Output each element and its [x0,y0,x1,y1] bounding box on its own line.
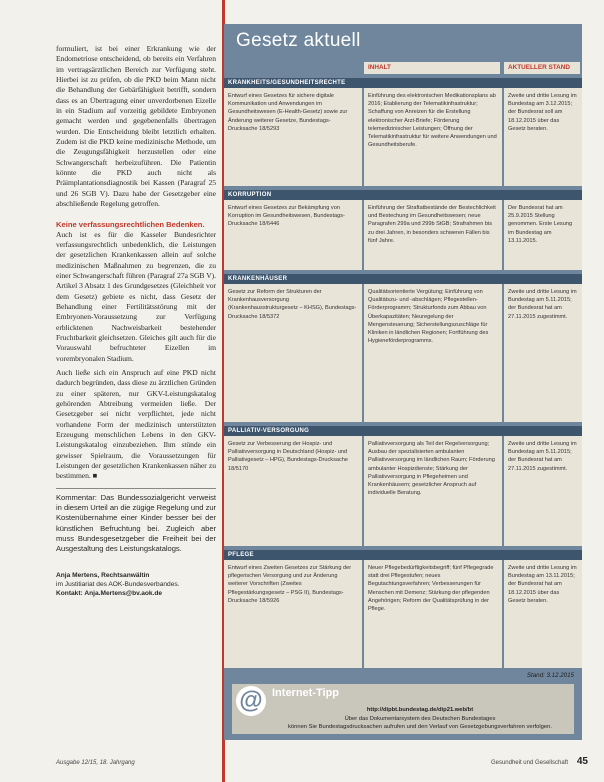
cell-stand: Zweite und dritte Lesung im Bundestag am 5.11.2015; der Bundesrat hat am 27.11.2015 zugestimmt. [508,289,577,320]
law-section [224,426,582,546]
cell-inhalt: Einführung des elektronischen Medikationsplans ab 2016; Etablierung der Telematikinfrastruktur; Schaffung von Anreizen für die Erstellung elektronischer Arzt-Briefe; Förderung telemedizinischer Leistungen; Öffnung der Telematikinfrastruktur für weitere Anwendungen und Gesundheitsberufe. [364,88,504,186]
law-section [224,274,582,422]
article-paragraph: Auch ist es für die Kasseler Bundesrichter verfassungsrechtlich unbedenklich, die Leistungen der gesetzlichen Krankenkassen allein auf solche medizinischen Maßnahmen zu begrenzen, die zu einer Schwangerschaft führen (Paragraf 27a SGB V). Artikel 3 Absatz 1 des Grundgesetzes (Gleichheit vor dem Gesetz) gebiete es nicht, dass Gesetz der Behandlung einer Fertilitätsstörung mit der Embryonen-Voraussetzung zur Verfügung erblicktenen Nachweisbarkeit bestehender Fruchtbarkeit gleichsetzen. Gleiches gilt auch für die Vorauswahl befruchteter Eizellen im vorembryonalen Stadium. [56,229,216,363]
section-body [224,200,582,270]
law-section [224,550,582,668]
cell-law: Gesetz zur Verbesserung der Hospiz- und Palliativversorgung in Deutschland (Hospiz- und Palliativgesetz – HPG), Bundestags-Drucksache 18/5170 [224,436,364,546]
article-paragraph: formuliert, ist bei einer Erkrankung wie der Endometriose entscheidend, ob bereits ein Verfahren im vertragsärztlichen Bereich zur Verfügung steht. Hierbei ist zu prüfen, ob die PKD beim Mann nicht die Behandlung der Gebärfähigkeit betrifft, sondern dass es an Übertragung einer unverdorbenen Eizelle in ein Stadium auf vorzeitig gebildete Embryonen gemacht werden und gegebenenfalls übertragen wurden. Die Entscheidung bleibt letztlich erhalten. Zudem ist die PKD keine medizinische Methode, um die Zeugungsfähigkeit herzustellen oder eine Schwangerschaft herbeizuführen. Die Patientin könnte die PKD auch nicht als Präimplantationsdiagnostik bei Kassen (Paragraf 25 und 26 SGB V). Dazu habe der Gesetzgeber eine abschließende Regelung getroffen. [56,44,216,209]
page-number: 45 [576,756,588,767]
comment: Kommentar: Das Bundessozialgericht verweist in diesem Urteil an die zügige Regelung und zur Kostenübernahme einer Kinder besser bei der künstlichen Befruchtung bei. Zugleich aber muss Bundesgesetzgeber die Freiheit bei der Ausgestaltung des Leistungskatalogs. [56,492,216,554]
law-section [224,78,582,186]
author-name: Anja Mertens, Rechtsanwältin [56,571,150,579]
cell-law: Entwurf eines Zweiten Gesetzes zur Stärkung der pflegerischen Versorgung und zur Änderung weiterer Vorschriften (Zweites Pflegestärkungsgesetz – PSG II), Bundestags-Drucksache 18/5926 [224,560,364,668]
tip-text: können Sie Bundestagsdrucksachen aufrufen und den Verlauf von Gesetzgebungsverfahren verfolgen. [288,724,552,730]
footer-magazine: Gesundheit und Gesellschaft [490,760,568,766]
author-affiliation: im Justitiariat des AOK-Bundesverbandes. [56,581,180,589]
section-label: PFLEGE [224,550,582,560]
cell-stand: Der Bundesrat hat am 25.9.2015 Stellung genommen. Erste Lesung im Bundestag am 13.11.2015. [508,205,573,244]
footer-issue: Ausgabe 12/15, 18. Jahrgang [56,760,135,766]
cell-stand: Zweite und dritte Lesung im Bundestag am 13.11.2015; der Bundesrat hat am 18.12.2015 über das Gesetz beraten. [508,565,577,604]
panel-title: Gesetz aktuell [236,30,361,51]
section-body [224,436,582,546]
internet-tip-box [232,684,574,734]
author-box [56,571,216,599]
cell-inhalt: Qualitätsorientierte Vergütung; Einführung von Qualitätszu- und -abschlägen; Pflegestellen-Förderprogramm; Strukturfonds zum Abbau von Überkapazitäten; Neuregelung der Mengensteuerung; Sicherstellungszuschläge für Kliniken in ländlichen Regionen; Fortführung des Hygieneförderprogramms. [364,284,504,422]
tip-url-link[interactable]: http://dipbt.bundestag.de/dip21.web/bt [366,707,474,713]
stand-date: Stand: 3.12.2015 [526,672,574,679]
cell-inhalt: Palliativversorgung als Teil der Regelversorgung; Ausbau der spezialisierten ambulanten Palliativversorgung im ländlichen Raum; Förderung ambulanter Hospizdienste; Stärkung der Palliativversorgung in Pflegeheimen und Krankenhäusern; gesetzlicher Anspruch auf individuelle Beratung. [364,436,504,546]
section-body [224,88,582,186]
cell-stand: Zweite und dritte Lesung im Bundestag am 5.11.2015; der Bundesrat hat am 27.11.2015 zugestimmt. [508,441,577,472]
section-body [224,560,582,668]
article-subheading: Keine verfassungsrechtlichen Bedenken. [56,219,205,229]
tip-title: Internet-Tipp [272,687,340,699]
gesetz-aktuell-panel [224,24,582,740]
section-label: KORRUPTION [224,190,582,200]
cell-law: Gesetz zur Reform der Strukturen der Krankenhausversorgung (Krankenhausstrukturgesetz – KHSG), Bundestags-Drucksache 18/5372 [224,284,364,422]
author-contact: Kontakt: Anja.Mertens@bv.aok.de [56,590,163,598]
section-label: KRANKHEITS/GESUNDHEITSRECHTE [224,78,582,88]
section-body [224,284,582,422]
column-headers [224,62,582,74]
cell-inhalt: Neuer Pflegebedürftigkeitsbegriff; fünf Pflegegrade statt drei Pflegestufen; neues Begutachtungsverfahren; Verbesserungen für Menschen mit Demenz; Stärkung der pflegenden Angehörigen; Reform der Qualitätsprüfung in der Pflege. [364,560,504,668]
law-section [224,190,582,270]
section-label: KRANKENHÄUSER [224,274,582,284]
cell-law: Entwurf eines Gesetzes zur Bekämpfung von Korruption im Gesundheitswesen, Bundestags-Drucksache 18/6446 [224,200,364,270]
cell-inhalt: Einführung der Straftatbestände der Bestechlichkeit und Bestechung im Gesundheitswesen; neue Paragrafen 299a und 299b StGB; Strafrahmen bis zu drei Jahren, in besonders schweren Fällen bis fünf Jahre. [364,200,504,270]
cell-law: Entwurf eines Gesetzes für sichere digitale Kommunikation und Anwendungen im Gesundheitswesen (E-Health-Gesetz) sowie zur Änderung weiterer Gesetze, Bundestags-Drucksache 18/5293 [224,88,364,186]
section-label: PALLIATIV-VERSORGUNG [224,426,582,436]
at-icon: @ [236,686,266,716]
column-header-stand: AKTUELLER STAND [504,62,580,74]
tip-text: Über das Dokumentarsystem des Deutschen Bundestages [344,716,496,722]
article-column [56,44,216,598]
column-header-inhalt: INHALT [364,62,500,74]
divider [56,488,216,489]
article-paragraph: Auch ließe sich ein Anspruch auf eine PKD nicht dadurch begründen, dass diese zu ärztlichen Gründen zu einer späteren, nur GKV-Leistungskatalog gehörenden Abtreibung vermeiden ließe. Der Gesetzgeber sei nicht verpflichtet, jede nicht vorhandene Form der medizinisch unterstützten Erzeugung menschlichen Lebens in den GKV-Leistungskatalog einzubeziehen. Ihm stünde ein gewisser Spielraum, die Voraussetzungen für Leistungen der gesetzlichen Krankenkassen näher zu bestimmen. ■ [56,367,216,481]
cell-stand: Zweite und dritte Lesung im Bundestag am 3.12.2015; der Bundesrat soll am 18.12.2015 über das Gesetz beraten. [508,93,577,132]
